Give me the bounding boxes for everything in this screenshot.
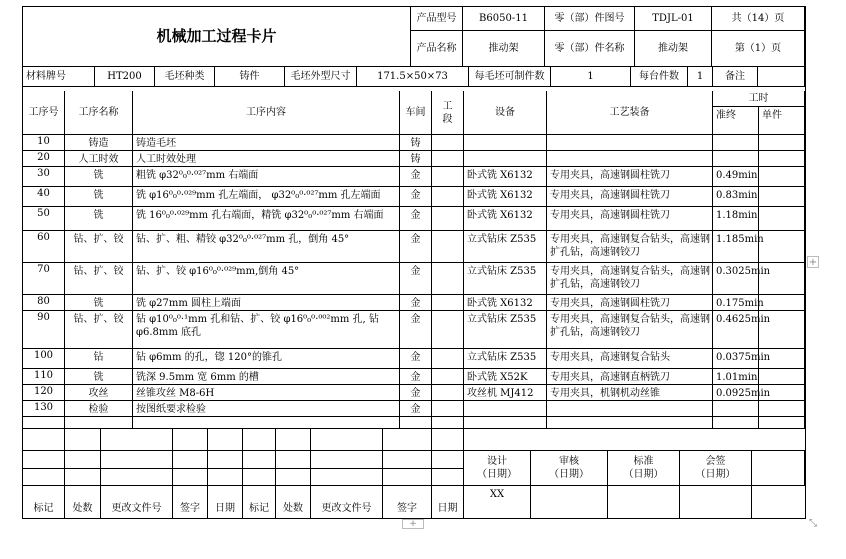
op-name: 钻	[65, 349, 133, 369]
op-section	[432, 263, 464, 295]
op-workshop: 金	[400, 207, 432, 231]
op-section	[432, 231, 464, 263]
review-label: 审核	[559, 456, 579, 467]
blank-type-value: 铸件	[215, 67, 285, 87]
op-equipment: 立式钻床 Z535	[464, 311, 547, 349]
op-name: 铣	[65, 295, 133, 311]
footer-label: 日期	[432, 486, 464, 518]
standard-date-label: （日期）	[623, 469, 664, 480]
revision-cell	[23, 469, 65, 486]
review-cell	[531, 451, 608, 486]
part-drawing: TDJL-01	[635, 7, 712, 31]
op-tooling: 专用夹具，高速钢圆柱铣刀	[547, 295, 713, 311]
material-label: 材料牌号	[23, 67, 95, 87]
card-title: 机械加工过程卡片	[23, 7, 411, 67]
revision-cell	[276, 451, 311, 469]
footer-label: 签字	[383, 486, 432, 518]
revision-cell	[311, 429, 383, 451]
op-equipment: 卧式铣 X52K	[464, 369, 547, 385]
product-model: B6050-11	[463, 7, 545, 31]
op-prep-time: 1.01min	[713, 369, 759, 385]
revision-cell	[432, 429, 464, 451]
op-unit-time	[759, 295, 805, 311]
per-machine-value: 1	[688, 67, 713, 87]
revision-cell	[173, 451, 208, 469]
op-unit-time	[759, 207, 805, 231]
footer-label: 标记	[23, 486, 65, 518]
revision-cell	[243, 451, 276, 469]
design-value: XX	[464, 486, 531, 518]
op-section	[432, 295, 464, 311]
revision-cell	[243, 429, 276, 451]
revision-cell	[65, 451, 101, 469]
col-section: 工段	[432, 91, 464, 135]
op-name: 钻、扩、铰	[65, 263, 133, 295]
op-prep-time: 0.0375min	[713, 349, 759, 369]
op-prep-time: 0.3025min	[713, 263, 759, 295]
op-name: 铣	[65, 167, 133, 187]
op-equipment	[464, 151, 547, 167]
op-unit-time	[759, 135, 805, 151]
op-prep-time	[713, 151, 759, 167]
op-tooling: 专用夹具，高速钢复合钻头，高速钢扩孔钻，高速钢铰刀	[547, 263, 713, 295]
op-unit-time	[759, 263, 805, 295]
table-resize-handle[interactable]: ⤡	[809, 518, 817, 529]
op-section	[432, 311, 464, 349]
revision-cell	[101, 451, 173, 469]
standard-value	[608, 486, 680, 518]
revision-cell	[208, 451, 243, 469]
op-tooling: 专用夹具，高速钢复合钻头，高速钢扩孔钻，高速钢铰刀	[547, 311, 713, 349]
op-workshop: 金	[400, 295, 432, 311]
col-op-no: 工序号	[23, 91, 65, 135]
page-number: 第（1）页	[712, 31, 805, 67]
col-unit: 单件	[759, 107, 805, 135]
op-equipment: 攻丝机 MJ412	[464, 385, 547, 401]
footer-label: 标记	[243, 486, 276, 518]
empty-cell	[65, 409, 133, 429]
op-equipment: 立式钻床 Z535	[464, 349, 547, 369]
part-drawing-label: 零（部）件图号	[545, 7, 635, 31]
op-number: 70	[23, 263, 65, 295]
op-equipment: 立式钻床 Z535	[464, 263, 547, 295]
add-column-handle[interactable]: +	[808, 257, 818, 268]
empty-cell	[432, 409, 464, 429]
revision-cell	[311, 451, 383, 469]
remark-value	[758, 67, 805, 87]
footer-label: 处数	[65, 486, 101, 518]
op-prep-time: 0.83min	[713, 187, 759, 207]
op-tooling: 专用夹具，机钢机动丝锥	[547, 385, 713, 401]
empty-cell	[464, 409, 547, 429]
footer-label: 签字	[173, 486, 208, 518]
empty-cell	[23, 409, 65, 429]
design-cell	[464, 451, 531, 486]
signoff-blank	[752, 486, 805, 518]
revision-cell	[173, 469, 208, 486]
op-number: 130	[23, 401, 65, 417]
op-workshop: 铸	[400, 135, 432, 151]
op-name: 钻、扩、铰	[65, 311, 133, 349]
product-name: 推动架	[463, 31, 545, 67]
op-workshop: 金	[400, 231, 432, 263]
revision-cell	[432, 469, 464, 486]
op-equipment: 卧式铣 X6132	[464, 295, 547, 311]
review-date-label: （日期）	[549, 469, 589, 480]
empty-cell	[133, 409, 400, 429]
op-content: 钻 φ10⁰₀⁰·¹mm 孔和钻、扩、铰 φ16⁰₀⁰·⁰⁰²mm 孔, 钻 φ6.8mm 底孔	[133, 311, 400, 349]
op-unit-time	[759, 311, 805, 349]
op-workshop: 金	[400, 369, 432, 385]
revision-cell	[432, 451, 464, 469]
op-workshop: 金	[400, 167, 432, 187]
op-content: 人工时效处理	[133, 151, 400, 167]
revision-cell	[383, 469, 432, 486]
op-content: 铣 16⁰₀⁰·⁰²⁹mm 孔右端面，精铣 φ32⁰₀⁰·⁰²⁷mm 右端面	[133, 207, 400, 231]
op-prep-time: 1.18min	[713, 207, 759, 231]
revision-cell	[101, 429, 173, 451]
col-workshop: 车间	[400, 91, 432, 135]
col-hours: 工时	[713, 91, 805, 107]
op-equipment: 卧式铣 X6132	[464, 187, 547, 207]
op-prep-time: 1.185min	[713, 231, 759, 263]
col-tooling: 工艺装备	[547, 91, 713, 135]
footer-label: 更改文件号	[101, 486, 173, 518]
op-number: 40	[23, 187, 65, 207]
op-workshop: 金	[400, 263, 432, 295]
op-name: 铣	[65, 369, 133, 385]
op-number: 120	[23, 385, 65, 401]
material-value: HT200	[95, 67, 155, 87]
op-prep-time: 0.4625min	[713, 311, 759, 349]
op-tooling: 专用夹具，高速钢圆柱铣刀	[547, 187, 713, 207]
total-pages: 共（14）页	[712, 7, 805, 31]
op-workshop: 金	[400, 311, 432, 349]
per-machine-label: 每台件数	[631, 67, 688, 87]
revision-cell	[208, 429, 243, 451]
op-equipment: 立式钻床 Z535	[464, 231, 547, 263]
op-section	[432, 135, 464, 151]
op-unit-time	[759, 385, 805, 401]
standard-label: 标准	[633, 456, 654, 467]
op-equipment	[464, 135, 547, 151]
countersign-cell	[680, 451, 752, 486]
blank-size-value: 171.5×50×73	[357, 67, 469, 87]
countersign-label: 会签	[705, 456, 726, 467]
revision-cell	[173, 429, 208, 451]
op-content: 铣 φ16⁰₀⁰·⁰²⁹mm 孔左端面， φ32⁰₀⁰·⁰²⁷mm 孔左端面	[133, 187, 400, 207]
remark-label: 备注	[713, 67, 758, 87]
op-equipment: 卧式铣 X6132	[464, 207, 547, 231]
revision-cell	[383, 451, 432, 469]
op-workshop: 金	[400, 401, 432, 417]
signoff-top-filler	[464, 429, 805, 451]
op-content: 钻 φ6mm 的孔，锪 120°的锥孔	[133, 349, 400, 369]
revision-cell	[101, 469, 173, 486]
revision-cell	[311, 469, 383, 486]
revision-cell	[23, 451, 65, 469]
op-tooling: 专用夹具，高速钢复合钻头，高速钢扩孔钻，高速钢铰刀	[547, 231, 713, 263]
revision-cell	[65, 429, 101, 451]
op-content: 铣 φ27mm 圆柱上端面	[133, 295, 400, 311]
countersign-value	[680, 486, 752, 518]
op-prep-time: 0.0925min	[713, 385, 759, 401]
signoff-blank	[752, 451, 805, 486]
standard-cell	[608, 451, 680, 486]
empty-cell	[759, 409, 805, 429]
op-workshop: 金	[400, 385, 432, 401]
op-tooling: 专用夹具，高速钢直柄铣刀	[547, 369, 713, 385]
product-model-label: 产品型号	[411, 7, 463, 31]
process-card	[22, 6, 806, 519]
op-unit-time	[759, 151, 805, 167]
op-workshop: 金	[400, 187, 432, 207]
review-value	[531, 486, 608, 518]
op-unit-time	[759, 231, 805, 263]
op-unit-time	[759, 369, 805, 385]
op-unit-time	[759, 187, 805, 207]
op-number: 20	[23, 151, 65, 167]
op-content: 粗铣 φ32⁰₀⁰·⁰²⁷mm 右端面	[133, 167, 400, 187]
revision-cell	[208, 469, 243, 486]
op-section	[432, 151, 464, 167]
revision-cell	[276, 429, 311, 451]
op-section	[432, 167, 464, 187]
op-number: 90	[23, 311, 65, 349]
op-tooling	[547, 151, 713, 167]
op-number: 80	[23, 295, 65, 311]
op-workshop: 铸	[400, 151, 432, 167]
op-unit-time	[759, 349, 805, 369]
op-prep-time	[713, 135, 759, 151]
revision-cell	[276, 469, 311, 486]
design-label: 设计	[487, 456, 507, 467]
part-name-label: 零（部）件名称	[545, 31, 635, 67]
op-number: 30	[23, 167, 65, 187]
countersign-date-label: （日期）	[695, 469, 736, 480]
design-date-label: （日期）	[477, 469, 517, 480]
footer-label: 处数	[276, 486, 311, 518]
op-prep-time: 0.175min	[713, 295, 759, 311]
revision-cell	[243, 469, 276, 486]
empty-cell	[713, 409, 759, 429]
op-name: 攻丝	[65, 385, 133, 401]
op-number: 50	[23, 207, 65, 231]
op-number: 110	[23, 369, 65, 385]
op-number: 100	[23, 349, 65, 369]
op-name: 检验	[65, 401, 133, 417]
blank-type-label: 毛坯种类	[155, 67, 215, 87]
add-row-handle[interactable]: +	[402, 519, 424, 529]
empty-cell	[400, 409, 432, 429]
op-section	[432, 207, 464, 231]
op-section	[432, 187, 464, 207]
col-equipment: 设备	[464, 91, 547, 135]
op-content: 钻、扩、粗、精铰 φ32⁰₀⁰·⁰²⁷mm 孔，倒角 45°	[133, 231, 400, 263]
op-tooling: 专用夹具，高速钢复合钻头	[547, 349, 713, 369]
op-name: 人工时效	[65, 151, 133, 167]
op-content: 丝锥攻丝 M8-6H	[133, 385, 400, 401]
col-prep: 准终	[713, 107, 759, 135]
op-tooling	[547, 135, 713, 151]
op-content: 按图纸要求检验	[133, 401, 400, 417]
product-name-label: 产品名称	[411, 31, 463, 67]
per-blank-value: 1	[551, 67, 631, 87]
revision-cell	[383, 429, 432, 451]
op-content: 钻、扩、铰 φ16⁰₀⁰·⁰²⁹mm,倒角 45°	[133, 263, 400, 295]
footer-label: 更改文件号	[311, 486, 383, 518]
col-op-name: 工序名称	[65, 91, 133, 135]
blank-size-label: 毛坯外型尺寸	[285, 67, 357, 87]
op-number: 10	[23, 135, 65, 151]
footer-label: 日期	[208, 486, 243, 518]
op-prep-time: 0.49min	[713, 167, 759, 187]
op-section	[432, 369, 464, 385]
per-blank-label: 每毛坯可制件数	[469, 67, 551, 87]
col-content: 工序内容	[133, 91, 400, 135]
op-equipment: 卧式铣 X6132	[464, 167, 547, 187]
revision-cell	[23, 429, 65, 451]
empty-cell	[547, 409, 713, 429]
op-unit-time	[759, 167, 805, 187]
op-number: 60	[23, 231, 65, 263]
op-name: 铣	[65, 187, 133, 207]
op-name: 铣	[65, 207, 133, 231]
op-workshop: 金	[400, 349, 432, 369]
op-content: 铣深 9.5mm 宽 6mm 的槽	[133, 369, 400, 385]
op-name: 铸造	[65, 135, 133, 151]
op-content: 铸造毛坯	[133, 135, 400, 151]
op-section	[432, 349, 464, 369]
op-section	[432, 385, 464, 401]
op-tooling: 专用夹具，高速钢圆柱铣刀	[547, 207, 713, 231]
revision-cell	[65, 469, 101, 486]
op-tooling: 专用夹具，高速钢圆柱铣刀	[547, 167, 713, 187]
part-name: 推动架	[635, 31, 712, 67]
op-name: 钻、扩、铰	[65, 231, 133, 263]
